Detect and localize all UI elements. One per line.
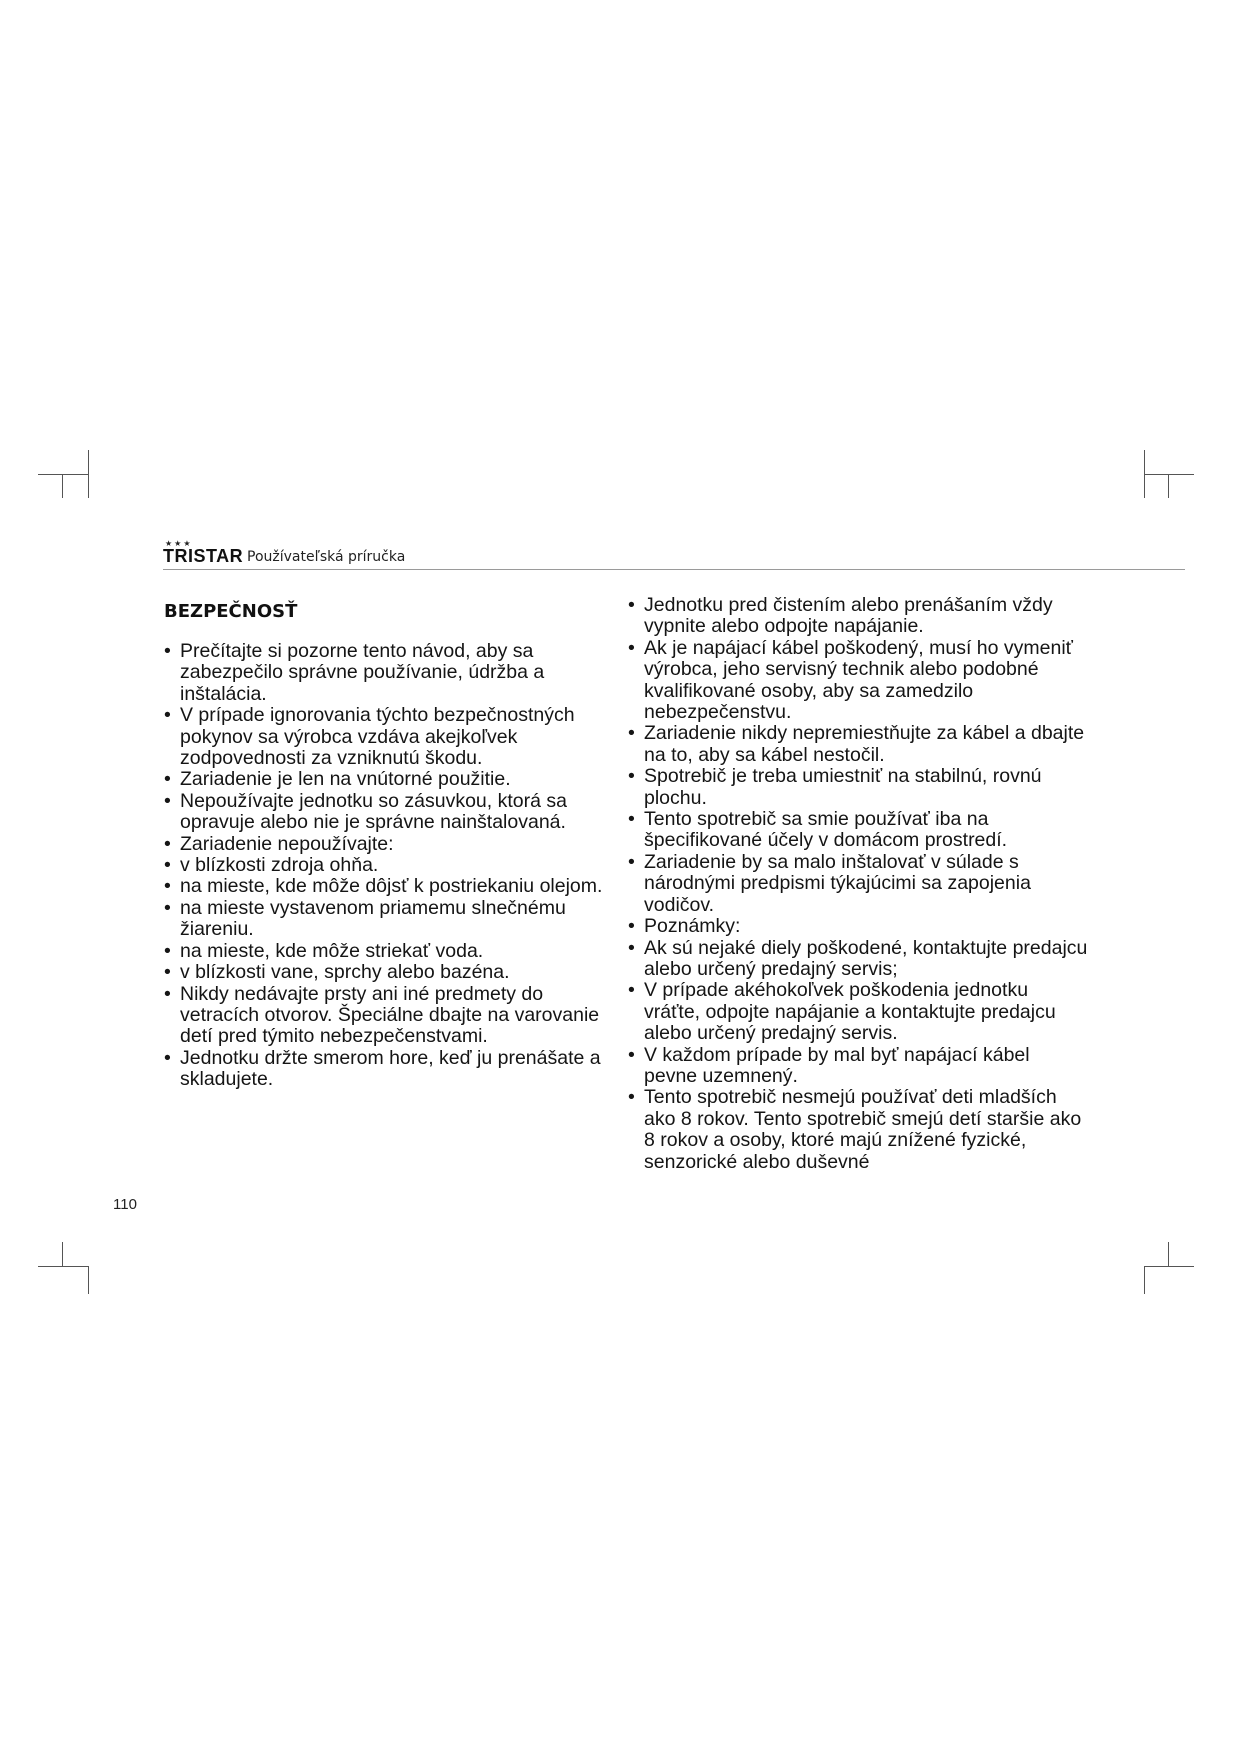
crop-mark [1144,1266,1145,1294]
crop-mark [38,1266,88,1267]
section-title: BEZPEČNOSŤ [164,601,298,622]
left-column-list [164,641,614,1091]
list-item: • na mieste, kde môže dôjsť k postriekaniu olejom. [164,876,614,897]
brand-logo [163,540,249,568]
list-item: • Zariadenie nepoužívajte: [164,834,614,855]
list-item: • Jednotku držte smerom hore, keď ju prenášate a skladujete. [164,1048,614,1091]
list-item: • Tento spotrebič nesmejú používať deti mladších ako 8 rokov. Tento spotrebič smejú detí staršie ako 8 rokov a osoby, ktoré majú znížené fyzické, senzorické alebo duševné [628,1087,1088,1173]
list-item: • na mieste, kde môže striekať voda. [164,941,614,962]
crop-mark [1168,474,1169,498]
right-column-list [628,595,1088,1173]
list-item: • Poznámky: [628,916,1088,937]
list-item: • Ak je napájací kábel poškodený, musí ho vymeniť výrobca, jeho servisný technik alebo podobné kvalifikované osoby, aby sa zamedzilo nebezpečenstvu. [628,638,1088,724]
list-item: • Zariadenie nikdy nepremiestňujte za kábel a dbajte na to, aby sa kábel nestočil. [628,723,1088,766]
list-item: • Jednotku pred čistením alebo prenášaním vždy vypnite alebo odpojte napájanie. [628,595,1088,638]
list-item: • Spotrebič je treba umiestniť na stabilnú, rovnú plochu. [628,766,1088,809]
crop-mark [88,450,89,498]
brand-wordmark: TRISTAR [163,546,244,566]
page-number: 110 [113,1196,137,1213]
header-subtitle: Používateľská príručka [247,549,406,565]
crop-mark [1144,474,1194,475]
list-item: • v blízkosti vane, sprchy alebo bazéna. [164,962,614,983]
list-item: • Tento spotrebič sa smie používať iba na špecifikované účely v domácom prostredí. [628,809,1088,852]
page-header [163,540,1185,570]
crop-mark [62,1242,63,1266]
header-divider [163,569,1185,570]
crop-mark [62,474,63,498]
crop-mark [1168,1242,1169,1266]
crop-mark [38,474,88,475]
list-item: • Prečítajte si pozorne tento návod, aby sa zabezpečilo správne používanie, údržba a inštalácia. [164,641,614,705]
list-item: • na mieste vystavenom priamemu slnečnému žiareniu. [164,898,614,941]
list-item: • V každom prípade by mal byť napájací kábel pevne uzemnený. [628,1045,1088,1088]
list-item: • V prípade akéhokoľvek poškodenia jednotku vráťte, odpojte napájanie a kontaktujte predajcu alebo určený predajný servis. [628,980,1088,1044]
list-item: • Nepoužívajte jednotku so zásuvkou, ktorá sa opravuje alebo nie je správne nainštalovaná. [164,791,614,834]
list-item: • Ak sú nejaké diely poškodené, kontaktujte predajcu alebo určený predajný servis; [628,938,1088,981]
list-item: • v blízkosti zdroja ohňa. [164,855,614,876]
crop-mark [88,1266,89,1294]
list-item: • Nikdy nedávajte prsty ani iné predmety do vetracích otvorov. Špeciálne dbajte na varovanie detí pred týmito nebezpečenstvami. [164,984,614,1048]
list-item: • Zariadenie by sa malo inštalovať v súlade s národnými predpismi týkajúcimi sa zapojenia vodičov. [628,852,1088,916]
list-item: • V prípade ignorovania týchto bezpečnostných pokynov sa výrobca vzdáva akejkoľvek zodpovednosti za vzniknutú škodu. [164,705,614,769]
list-item: • Zariadenie je len na vnútorné použitie. [164,769,614,790]
crop-mark [1144,1266,1194,1267]
logo-stars: ★★★ [165,539,193,548]
